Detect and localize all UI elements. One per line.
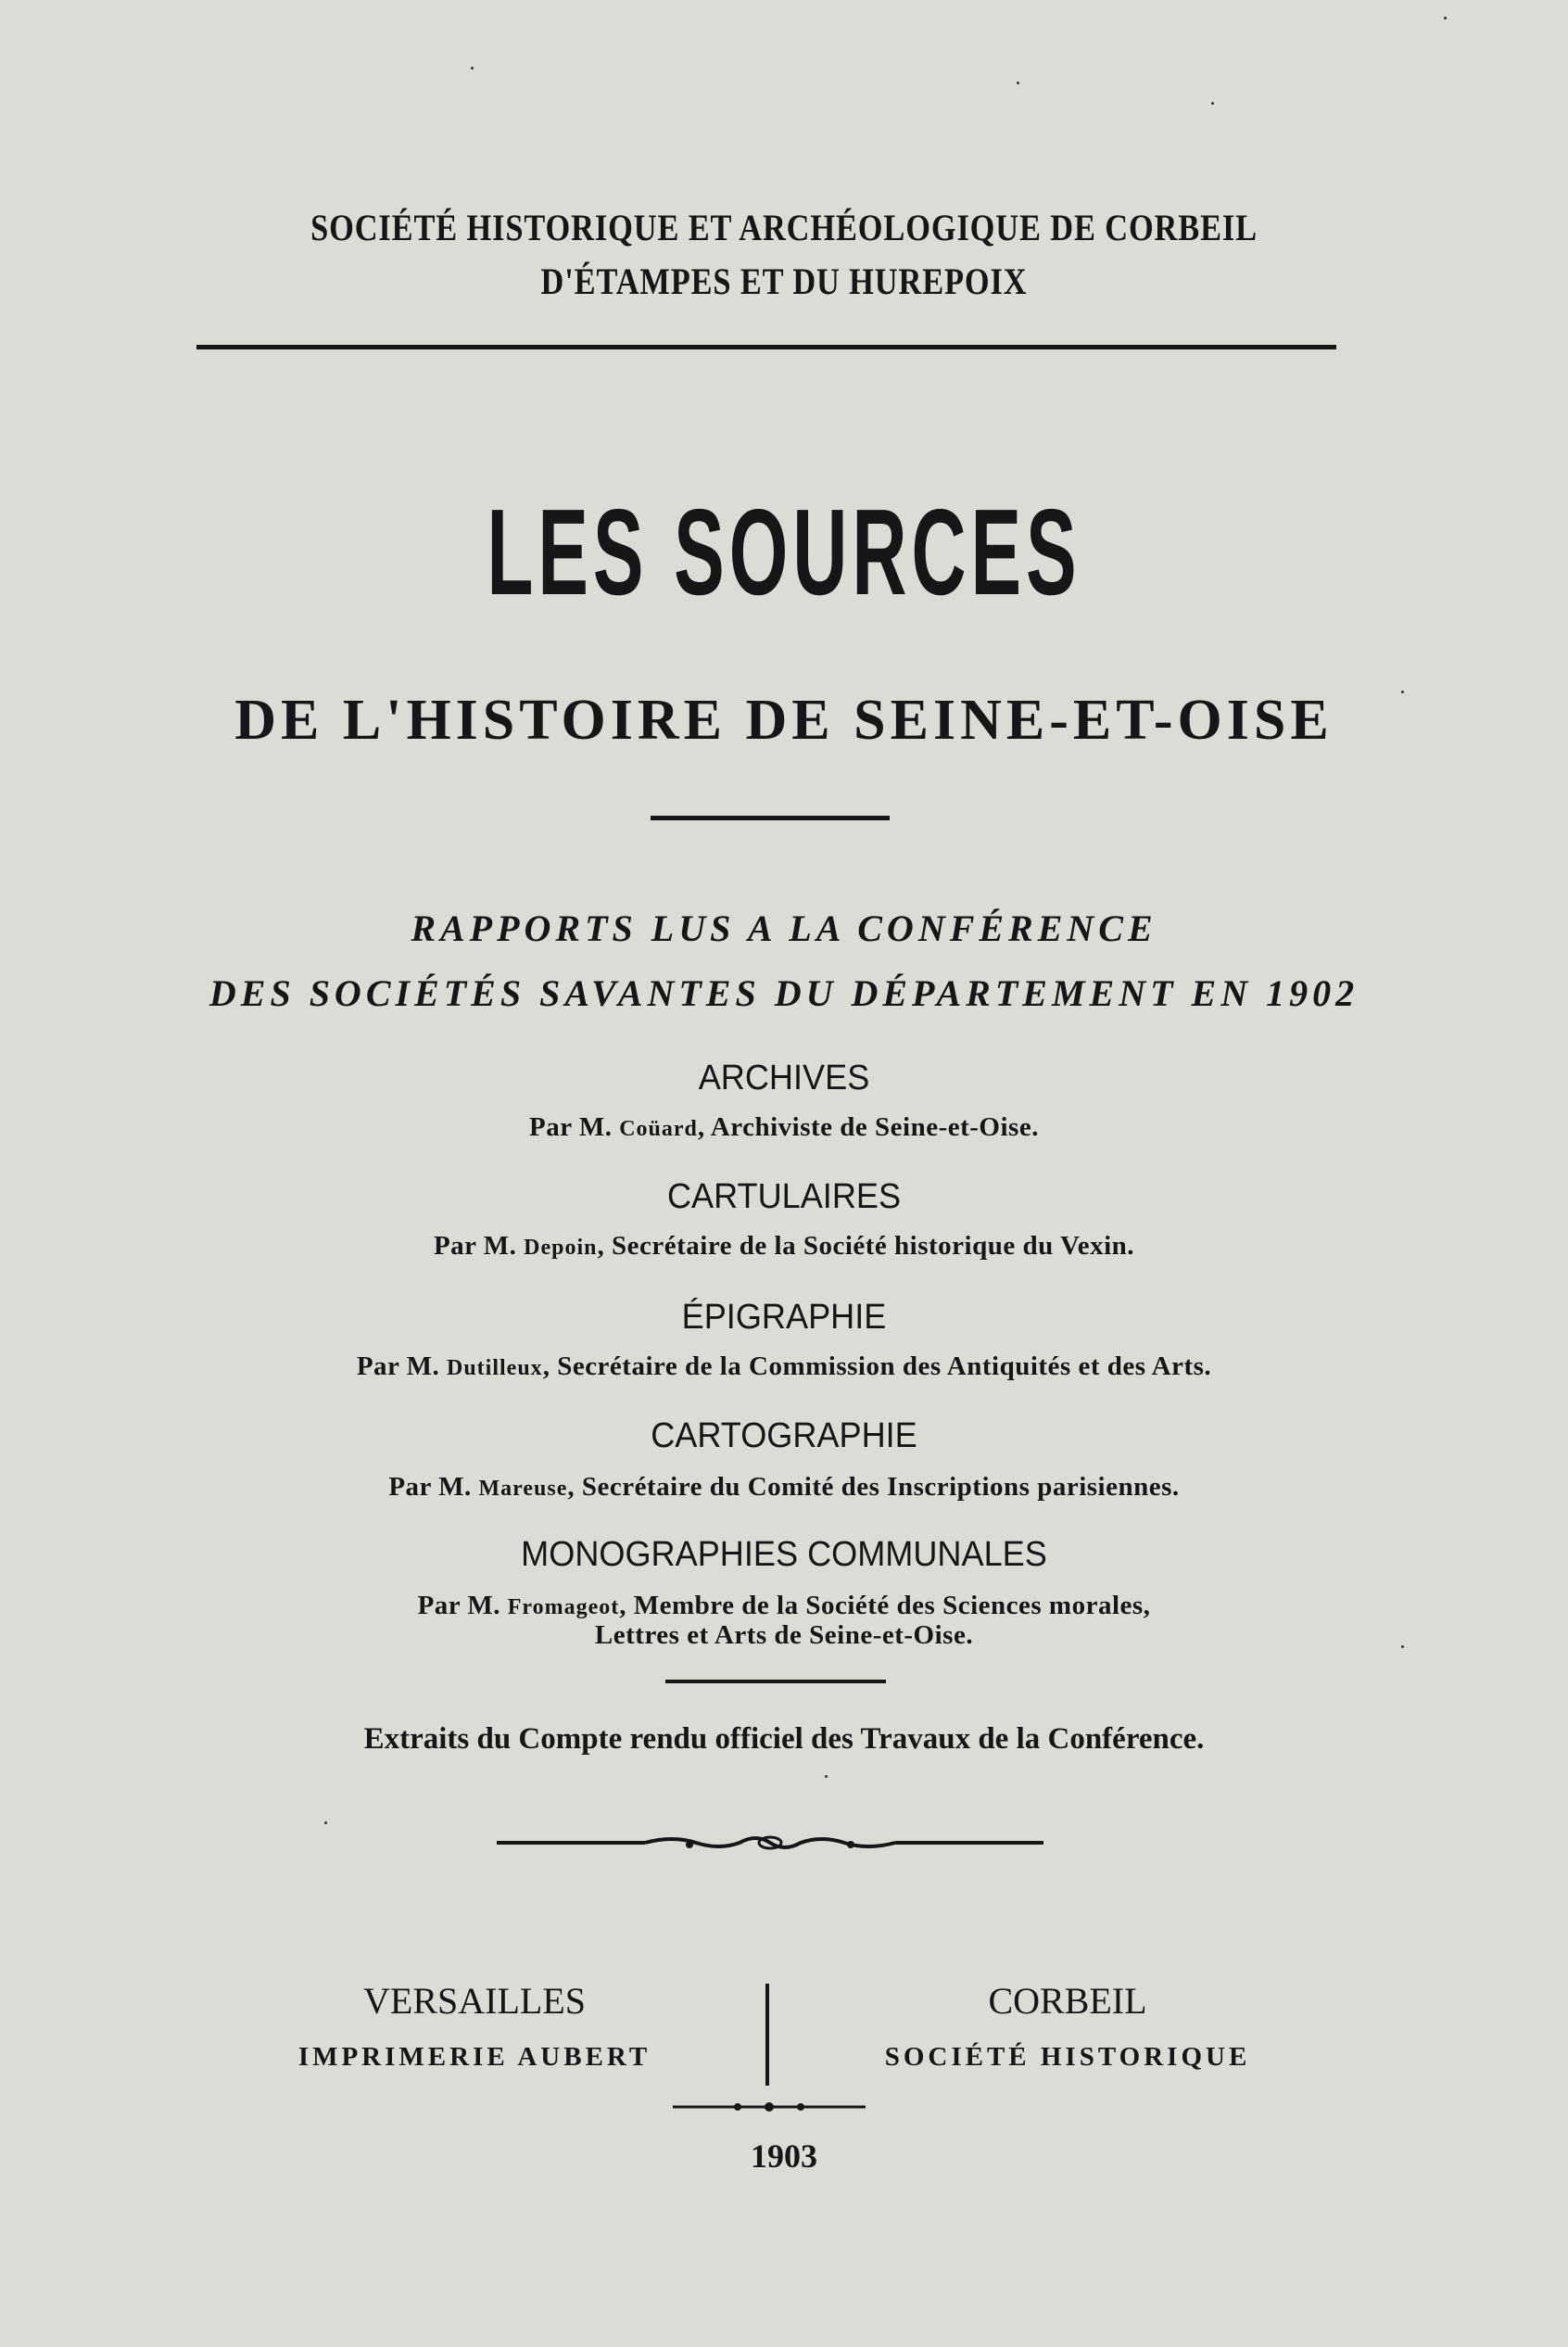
- publication-year: 1903: [751, 2138, 817, 2175]
- section-author: Par M. Depoin, Secrétaire de la Société historique du Vexin.: [433, 1231, 1135, 1261]
- author-name: Dutilleux: [447, 1356, 543, 1380]
- year-ornament: [673, 2097, 866, 2117]
- section-heading: ÉPIGRAPHIE: [681, 1298, 887, 1337]
- publisher-left-city: VERSAILLES: [363, 1980, 586, 2022]
- extract-note: Extraits du Compte rendu officiel des Travaux de la Conférence.: [363, 1722, 1205, 1756]
- reports-line1: RAPPORTS LUS A LA CONFÉRENCE: [411, 907, 1157, 949]
- scan-speck: [1444, 17, 1447, 19]
- society-name-line2: D'ÉTAMPES ET DU HUREPOIX: [540, 260, 1028, 302]
- section-heading: CARTULAIRES: [666, 1177, 902, 1216]
- author-name: Mareuse: [478, 1477, 568, 1501]
- publisher-left-printer: IMPRIMERIE AUBERT: [297, 2042, 651, 2072]
- main-title: LES SOURCES: [487, 484, 1081, 620]
- subtitle: DE L'HISTOIRE DE SEINE-ET-OISE: [234, 689, 1334, 752]
- publisher-right-printer: SOCIÉTÉ HISTORIQUE: [884, 2042, 1251, 2072]
- section-heading: CARTOGRAPHIE: [651, 1416, 917, 1455]
- section-author-cont: Lettres et Arts de Seine-et-Oise.: [594, 1620, 974, 1650]
- author-name: Depoin: [524, 1236, 598, 1260]
- publisher-divider: [765, 1984, 769, 2086]
- section-heading: MONOGRAPHIES COMMUNALES: [521, 1535, 1047, 1574]
- section-heading: ARCHIVES: [698, 1059, 870, 1097]
- header-rule: [196, 345, 1336, 349]
- section-author: Par M. Mareuse, Secrétaire du Comité des Inscriptions parisiennes.: [388, 1472, 1180, 1502]
- scan-speck: [324, 1821, 327, 1824]
- sections-rule: [665, 1680, 886, 1683]
- section-author: Par M. Fromageot, Membre de la Société des Sciences morales,: [417, 1591, 1151, 1620]
- title-rule: [651, 816, 890, 820]
- scan-speck: [471, 67, 474, 70]
- scan-speck: [1017, 82, 1019, 84]
- scan-speck: [825, 1775, 828, 1778]
- reports-line2: DES SOCIÉTÉS SAVANTES DU DÉPARTEMENT EN 1902: [209, 972, 1359, 1014]
- author-name: Fromageot: [507, 1595, 620, 1619]
- section-author: Par M. Dutilleux, Secrétaire de la Commission des Antiquités et des Arts.: [356, 1351, 1212, 1381]
- scan-speck: [1211, 102, 1214, 105]
- society-name-line1: SOCIÉTÉ HISTORIQUE ET ARCHÉOLOGIQUE DE CORBEIL: [310, 207, 1258, 248]
- ornament-divider: [497, 1826, 1043, 1859]
- section-author: Par M. Coüard, Archiviste de Seine-et-Oise.: [529, 1112, 1039, 1142]
- author-name: Coüard: [619, 1117, 698, 1141]
- publisher-right-city: CORBEIL: [988, 1980, 1147, 2022]
